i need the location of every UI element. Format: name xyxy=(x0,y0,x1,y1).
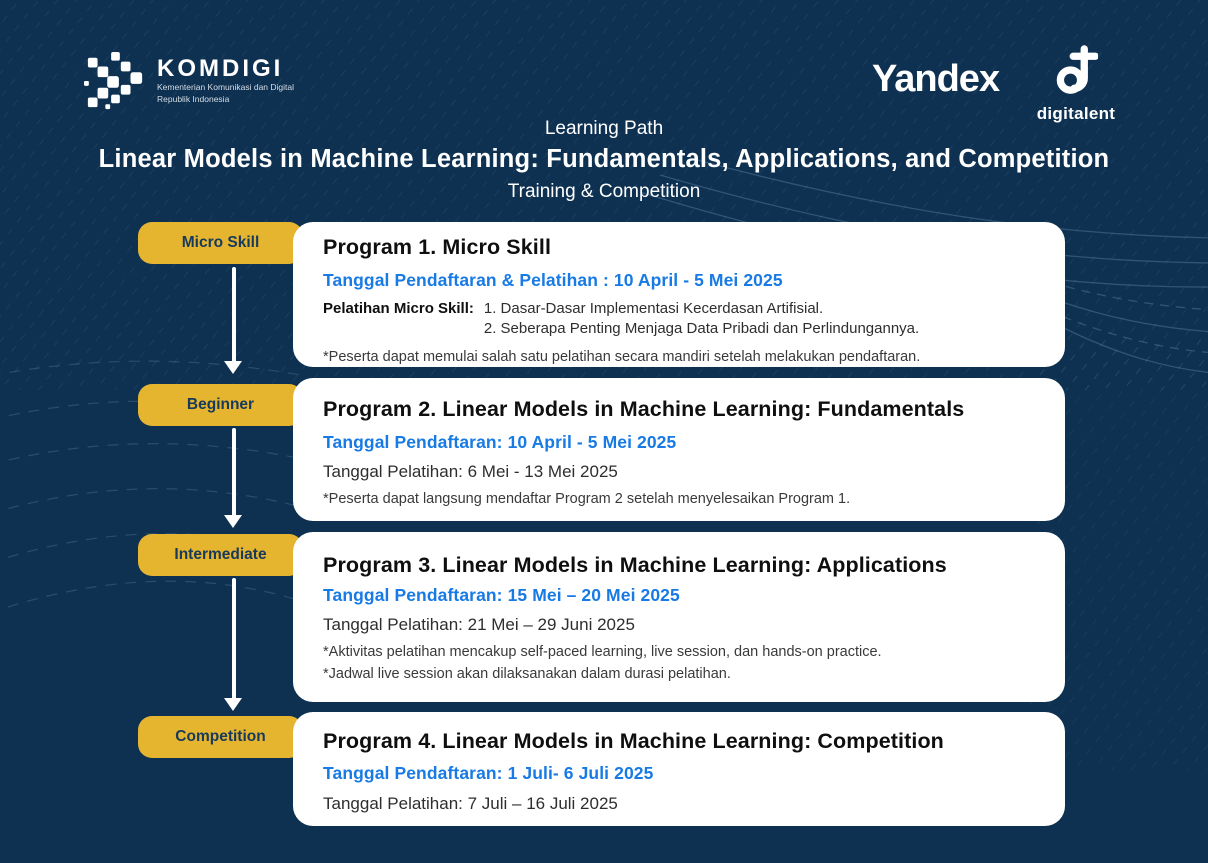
komdigi-text xyxy=(157,57,294,104)
program-title: Program 4. Linear Models in Machine Learning: Competition xyxy=(323,729,944,753)
registration-dates: Tanggal Pendaftaran & Pelatihan : 10 April - 5 Mei 2025 xyxy=(323,270,783,290)
page-title: Linear Models in Machine Learning: Fundamentals, Applications, and Competition xyxy=(98,145,1110,173)
microskill-course-list xyxy=(323,299,1035,340)
level-pill-label: Competition xyxy=(175,728,266,745)
registration-dates: Tanggal Pendaftaran: 1 Juli- 6 Juli 2025 xyxy=(323,763,654,783)
level-pill-micro-skill xyxy=(138,222,303,264)
komdigi-subtitle-2: Republik Indonesia xyxy=(157,94,230,104)
program-card-4 xyxy=(293,712,1065,826)
digitalent-label: digitalent xyxy=(1036,104,1116,123)
training-dates: Tanggal Pelatihan: 6 Mei - 13 Mei 2025 xyxy=(323,462,618,481)
program-note: *Peserta dapat memulai salah satu pelatihan secara mandiri setelah melakukan pendaftaran. xyxy=(323,348,921,365)
eyebrow-title: Learning Path xyxy=(544,118,664,139)
program-title: Program 3. Linear Models in Machine Learning: Applications xyxy=(323,553,947,577)
page-subtitle: Training & Competition xyxy=(507,181,701,202)
komdigi-mark-icon xyxy=(84,50,146,112)
course-item: 2. Seberapa Penting Menjaga Data Pribadi dan Perlindungannya. xyxy=(483,320,920,338)
level-pill-intermediate xyxy=(138,534,303,576)
training-dates: Tanggal Pelatihan: 21 Mei – 29 Juni 2025 xyxy=(323,615,635,634)
level-pill-label: Micro Skill xyxy=(181,234,260,251)
yandex-logo: Yandex xyxy=(872,58,1000,100)
registration-dates: Tanggal Pendaftaran: 10 April - 5 Mei 2025 xyxy=(323,432,677,452)
level-pill-label: Beginner xyxy=(186,396,255,413)
program-card-3 xyxy=(293,532,1065,702)
flow-arrow-icon xyxy=(224,267,243,374)
program-title: Program 2. Linear Models in Machine Learning: Fundamentals xyxy=(323,397,965,421)
course-list-label: Pelatihan Micro Skill: xyxy=(323,300,474,317)
level-pill-competition xyxy=(138,716,303,758)
registration-dates: Tanggal Pendaftaran: 15 Mei – 20 Mei 2025 xyxy=(323,585,680,605)
course-list-items xyxy=(484,299,919,340)
training-dates: Tanggal Pelatihan: 7 Juli – 16 Juli 2025 xyxy=(323,794,618,813)
digitalent-logo xyxy=(1026,42,1126,124)
level-pill-beginner xyxy=(138,384,303,426)
program-title: Program 1. Micro Skill xyxy=(323,235,552,259)
level-pill-label: Intermediate xyxy=(174,546,267,563)
program-note: *Aktivitas pelatihan mencakup self-paced learning, live session, dan hands-on practice. xyxy=(323,644,882,660)
program-card-2 xyxy=(293,378,1065,521)
title-block xyxy=(0,118,1208,203)
komdigi-logo xyxy=(84,50,294,112)
course-item: 1. Dasar-Dasar Implementasi Kecerdasan Artifisial. xyxy=(483,300,824,317)
program-note: *Jadwal live session akan dilaksanakan dalam durasi pelatihan. xyxy=(323,666,731,682)
program-note: *Peserta dapat langsung mendaftar Program 2 setelah menyelesaikan Program 1. xyxy=(323,491,851,507)
program-card-1 xyxy=(293,222,1065,367)
komdigi-subtitle-1: Kementerian Komunikasi dan Digital xyxy=(157,82,295,93)
digitalent-mark-icon xyxy=(1054,42,1098,98)
komdigi-name: KOMDIGI xyxy=(157,55,284,83)
flow-arrow-icon xyxy=(224,428,243,528)
flow-arrow-icon xyxy=(224,578,243,711)
